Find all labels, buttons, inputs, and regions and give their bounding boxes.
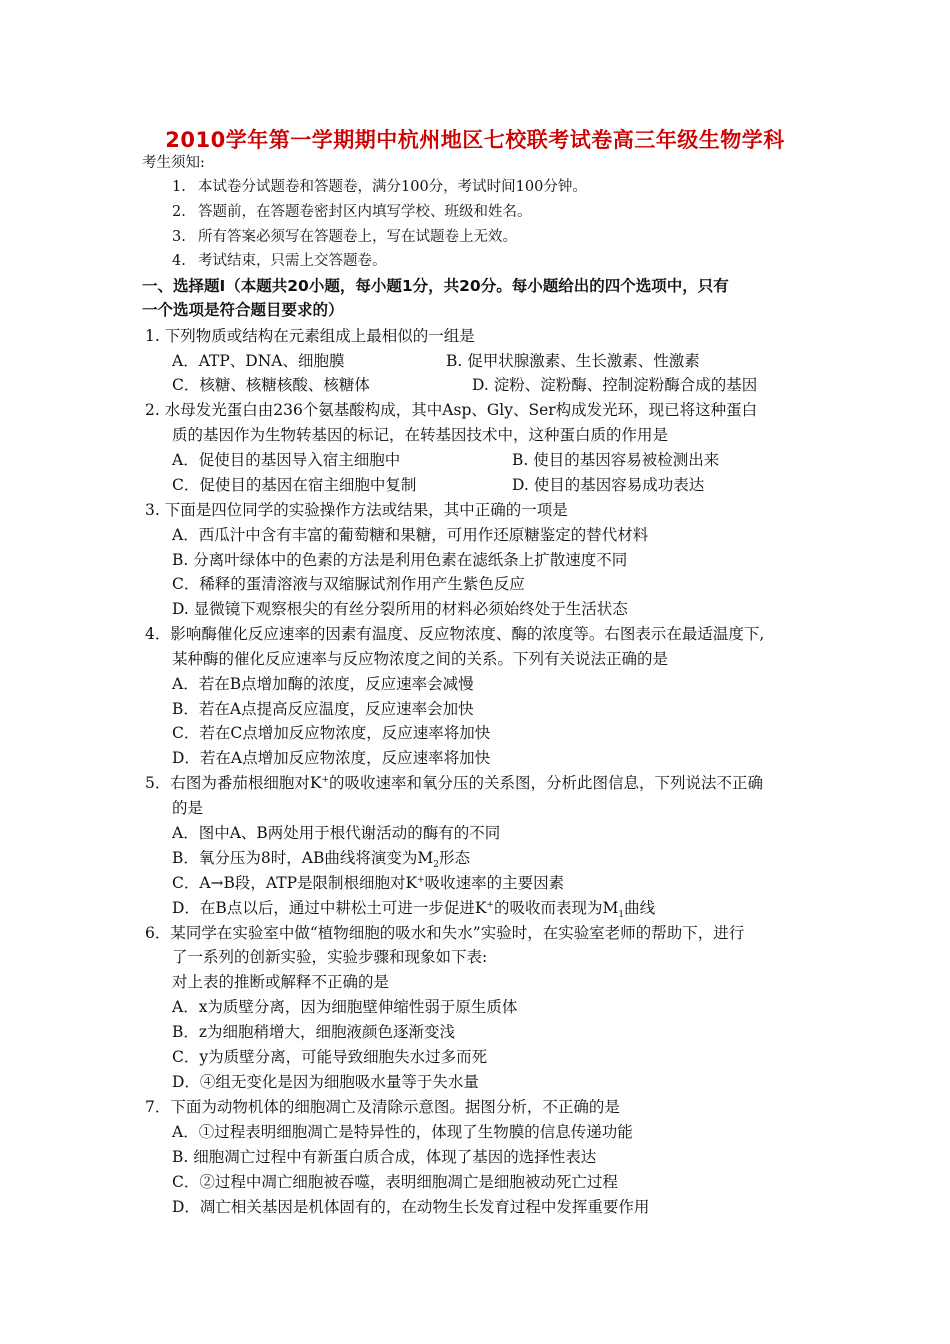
option-b: B．z为细胞稍增大，细胞液颜色逐渐变浅 — [172, 1023, 456, 1041]
option-a: A．x为质壁分离，因为细胞壁伸缩性弱于原生质体 — [172, 998, 518, 1016]
option-c: C．y为质壁分离，可能导致细胞失水过多而死 — [172, 1048, 488, 1066]
option-a: A．①过程表明细胞凋亡是特异性的，体现了生物膜的信息传递功能 — [172, 1123, 633, 1141]
question-stem: 5．右图为番茄根细胞对K+的吸收速率和氧分压的关系图，分析此图信息，下列说法不正确 — [145, 774, 764, 792]
option-c: C．若在C点增加反应物浓度，反应速率将加快 — [172, 724, 491, 742]
option-b: B. 使目的基因容易被检测出来 — [512, 451, 720, 469]
option-b: B. 分离叶绿体中的色素的方法是利用色素在滤纸条上扩散速度不同 — [172, 551, 628, 569]
notice-item: 4. 考试结束，只需上交答题卷。 — [172, 253, 387, 269]
question-stem-cont: 质的基因作为生物转基因的标记，在转基因技术中，这种蛋白质的作用是 — [172, 426, 669, 444]
section-heading-cont: 一个选项是符合题目要求的） — [142, 301, 344, 319]
option-a: A．促使目的基因导入宿主细胞中 — [172, 451, 401, 469]
notice-item: 2. 答题前，在答题卷密封区内填写学校、班级和姓名。 — [172, 204, 532, 220]
section-heading: 一、选择题Ⅰ（本题共20小题，每小题1分，共20分。每小题给出的四个选项中，只有 — [142, 277, 729, 295]
question-stem-cont: 对上表的推断或解释不正确的是 — [172, 973, 390, 991]
option-b: B．氧分压为8时，AB曲线将演变为$M_2$形态 — [172, 849, 470, 871]
question-stem-cont: 的是 — [172, 799, 204, 817]
option-b: B. 促甲状腺激素、生长激素、性激素 — [446, 352, 700, 370]
option-a: A．图中A、B两处用于根代谢活动的酶有的不同 — [172, 824, 501, 842]
option-a: A．ATP、DNA、细胞膜 — [172, 352, 345, 370]
question-stem: 3. 下面是四位同学的实验操作方法或结果，其中正确的一项是 — [145, 501, 568, 519]
notice-item: 3. 所有答案必须写在答题卷上，写在试题卷上无效。 — [172, 229, 517, 245]
question-stem: 4．影响酶催化反应速率的因素有温度、反应物浓度、酶的浓度等。右图表示在最适温度下, — [145, 625, 765, 643]
question-stem: 6．某同学在实验室中做“植物细胞的吸水和失水”实验时，在实验室老师的帮助下，进行 — [145, 924, 745, 942]
notice-item: 1. 本试卷分试题卷和答题卷，满分100分，考试时间100分钟。 — [172, 179, 587, 195]
option-c: C．核糖、核糖核酸、核糖体 — [172, 376, 370, 394]
option-b: B. 细胞凋亡过程中有新蛋白质合成，体现了基因的选择性表达 — [172, 1148, 597, 1166]
option-d: D．④组无变化是因为细胞吸水量等于失水量 — [172, 1073, 479, 1091]
page-title: 2010学年第一学期期中杭州地区七校联考试卷高三年级生物学科 — [165, 128, 785, 152]
option-c: C．②过程中凋亡细胞被吞噬，表明细胞凋亡是细胞被动死亡过程 — [172, 1173, 618, 1191]
option-a: A．若在B点增加酶的浓度，反应速率会减慢 — [172, 675, 474, 693]
option-c: C．A→B段，ATP是限制根细胞对K+吸收速率的主要因素 — [172, 874, 565, 892]
option-d: D. 显微镜下观察根尖的有丝分裂所用的材料必须始终处于生活状态 — [172, 600, 628, 618]
notice-heading: 考生须知: — [142, 155, 205, 171]
question-stem-cont: 了一系列的创新实验，实验步骤和现象如下表: — [172, 948, 488, 966]
question-stem: 2. 水母发光蛋白由236个氨基酸构成，其中Asp、Gly、Ser构成发光环，现已将这种蛋白 — [145, 401, 758, 419]
option-c: C．促使目的基因在宿主细胞中复制 — [172, 476, 417, 494]
option-d: D．凋亡相关基因是机体固有的，在动物生长发育过程中发挥重要作用 — [172, 1198, 650, 1216]
option-c: C．稀释的蛋清溶液与双缩脲试剂作用产生紫色反应 — [172, 575, 525, 593]
question-stem: 1. 下列物质或结构在元素组成上最相似的一组是 — [145, 327, 475, 345]
question-stem: 7．下面为动物机体的细胞凋亡及清除示意图。据图分析，不正确的是 — [145, 1098, 620, 1116]
option-b: B．若在A点提高反应温度，反应速率会加快 — [172, 700, 474, 718]
option-d: D．若在A点增加反应物浓度，反应速率将加快 — [172, 749, 491, 767]
option-a: A．西瓜汁中含有丰富的葡萄糖和果糖，可用作还原糖鉴定的替代材料 — [172, 526, 649, 544]
option-d: D. 淀粉、淀粉酶、控制淀粉酶合成的基因 — [472, 376, 758, 394]
question-stem-cont: 某种酶的催化反应速率与反应物浓度之间的关系。下列有关说法正确的是 — [172, 650, 669, 668]
option-d: D. 使目的基因容易成功表达 — [512, 476, 705, 494]
option-d: D．在B点以后，通过中耕松土可进一步促进K+的吸收而表现为$M_1$曲线 — [172, 899, 656, 921]
